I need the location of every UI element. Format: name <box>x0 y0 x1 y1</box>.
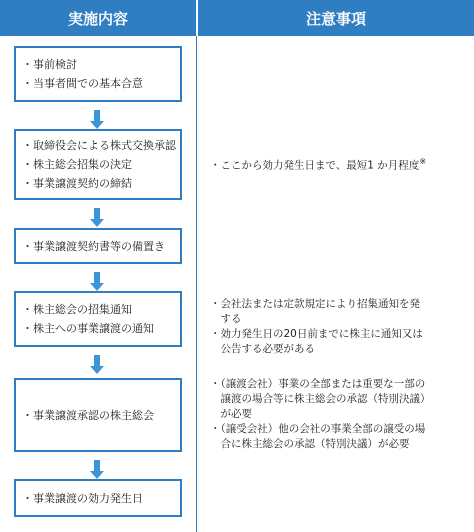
step-line: ・事業譲渡契約の締結 <box>22 177 132 190</box>
step-notice <box>14 291 182 347</box>
column-divider <box>196 36 197 532</box>
note-special-resolution <box>210 377 460 452</box>
step-line: ・株主総会招集の決定 <box>22 158 132 171</box>
step-board-approval <box>14 129 182 200</box>
step-shareholders-meeting <box>14 378 182 452</box>
note-line: 譲渡の場合等に株主総会の承認（特別決議） <box>210 393 431 405</box>
note-line: 合に株主総会の承認（特別決議）が必要 <box>210 438 410 450</box>
step-line: ・当事者間での基本合意 <box>22 77 143 90</box>
step-line: ・事業譲渡契約書等の備置き <box>22 239 165 253</box>
step-line: ・事業譲渡の効力発生日 <box>22 491 143 505</box>
note-line: ・会社法または定款規定により招集通知を発 <box>210 298 420 310</box>
note-line: が必要 <box>210 408 252 420</box>
step-line: ・株主総会の招集通知 <box>22 303 132 316</box>
step-document-keeping <box>14 228 182 264</box>
header-notes: 注意事項 <box>198 0 474 36</box>
header-implementation: 実施内容 <box>0 0 196 36</box>
note-line: ・効力発生日の20日前までに株主に通知又は <box>210 328 423 340</box>
step-effective-date <box>14 479 182 517</box>
note-line: する <box>210 313 242 325</box>
note-line: 公告する必要がある <box>210 343 315 355</box>
note-line: ・（譲渡会社）事業の全部または重要な一部の <box>210 378 426 390</box>
step-line: ・株主への事業譲渡の通知 <box>22 322 154 335</box>
note-mark: ※ <box>419 157 427 166</box>
step-line: ・事前検討 <box>22 58 77 71</box>
step-preliminary <box>14 46 182 102</box>
note-line: ・（譲受会社）他の会社の事業全部の譲受の場 <box>210 423 426 435</box>
note-text: ・ここから効力発生日まで、最短1 か月程度 <box>210 159 420 172</box>
step-line: ・事業譲渡承認の株主総会 <box>22 408 154 422</box>
note-convocation <box>210 297 460 357</box>
step-line: ・取締役会による株式交換承認 <box>22 139 176 152</box>
note-timeline <box>210 154 460 174</box>
